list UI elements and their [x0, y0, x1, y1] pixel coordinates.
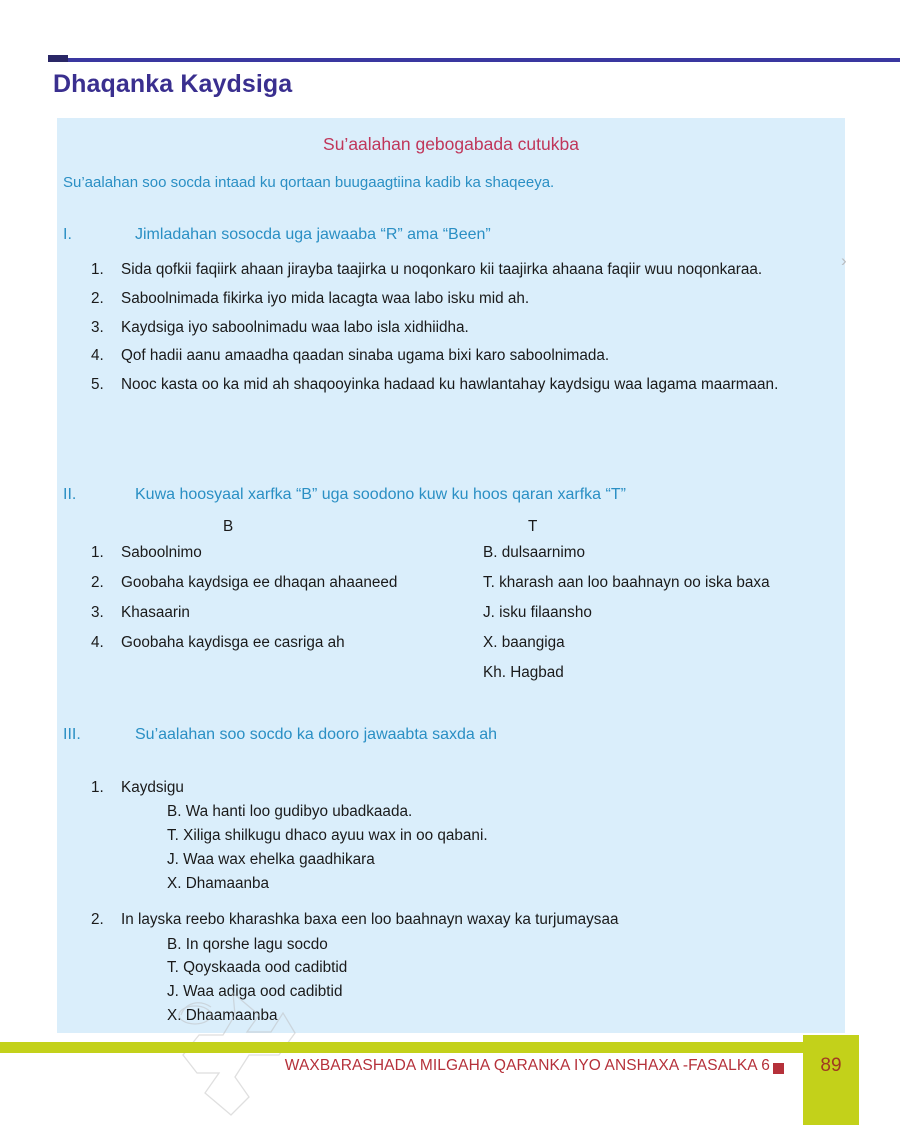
list-item: [83, 375, 818, 396]
section-numeral-three: III.: [63, 726, 81, 743]
footer-title: WAXBARASHADA MILGAHA QARANKA IYO ANSHAXA -FASALKA 6: [284, 1057, 770, 1074]
matching-table: [83, 518, 843, 694]
page-number-block: [803, 1035, 859, 1125]
section-numeral-one: I.: [63, 226, 72, 243]
row-right-text: B. dulsaarnimo: [483, 544, 586, 561]
matching-header-row: [83, 518, 843, 544]
list-item-number: 1.: [91, 261, 104, 278]
section-title-one: Jimladahan sosocda uga jawaaba “R” ama “Been”: [135, 226, 491, 243]
table-row: [83, 634, 843, 664]
column-header-t: T: [528, 518, 538, 535]
list-item: [83, 318, 818, 339]
page-number: 89: [820, 1055, 842, 1076]
table-row: [83, 574, 843, 604]
row-left-text: Khasaarin: [121, 604, 190, 621]
page-title: Dhaqanka Kaydsiga: [53, 70, 293, 98]
answer-option[interactable]: X. Dhaamaanba: [167, 1006, 278, 1024]
answer-option[interactable]: X. Dhamaanba: [167, 874, 270, 892]
answer-option[interactable]: T. Qoyskaada ood cadibtid: [167, 959, 348, 977]
chevron-right-icon: ›: [841, 251, 847, 270]
list-item-text: Nooc kasta oo ka mid ah shaqooyinka hadaad ku hawlantahay kaydsigu waa lagama maarmaan.: [121, 376, 779, 394]
row-right-text: T. kharash aan loo baahnayn oo iska baxa: [483, 574, 770, 591]
row-left-text: Goobaha kaydsiga ee dhaqan ahaaneed: [121, 574, 398, 591]
answer-option[interactable]: T. Xiliga shilkugu dhaco ayuu wax in oo qabani.: [167, 827, 488, 845]
list-item: [83, 289, 818, 310]
true-false-list: [83, 260, 818, 404]
row-right-text: X. baangiga: [483, 634, 565, 651]
question-number: 1.: [91, 779, 104, 796]
answer-option[interactable]: B. In qorshe lagu socdo: [167, 935, 328, 953]
question-number: 2.: [91, 911, 104, 929]
list-item-number: 2.: [91, 289, 104, 307]
question: [83, 777, 843, 798]
list-item: [83, 346, 818, 367]
header-rule-cap: [48, 55, 68, 62]
footer-square-bullet: [773, 1063, 784, 1074]
list-item-text: Sida qofkii faqiirk ahaan jirayba taajirka u noqonkaro kii taajirka ahaana faqiir wuu noqonkaraa.: [121, 261, 763, 278]
content-panel: [57, 118, 845, 1033]
list-item-text: Qof hadii aanu amaadha qaadan sinaba ugama bixi karo saboolnimada.: [121, 347, 610, 365]
section-numeral-two: II.: [63, 486, 77, 503]
exercise-intro: Su’aalahan soo socda intaad ku qortaan buugaagtiina kadib ka shaqeeya.: [63, 174, 555, 191]
section-heading-two: [63, 486, 626, 504]
list-item-text: Kaydsiga iyo saboolnimadu waa labo isla xidhiidha.: [121, 318, 469, 336]
multiple-choice-block: [83, 763, 843, 1027]
table-row: [83, 604, 843, 634]
question-text: Kaydsigu: [121, 779, 184, 796]
answer-option[interactable]: J. Waa adiga ood cadibtid: [167, 983, 343, 1001]
section-title-two: Kuwa hoosyaal xarfka “B” uga soodono kuw ku hoos qaran xarfka “T”: [135, 486, 626, 503]
list-item-number: 3.: [91, 318, 104, 336]
table-row: [83, 664, 843, 694]
list-item-number: 5.: [91, 376, 104, 394]
footer-bar: [0, 1042, 846, 1053]
section-title-three: Su’aalahan soo socdo ka dooro jawaabta saxda ah: [135, 726, 498, 743]
column-header-b: B: [223, 518, 234, 535]
row-number: 3.: [91, 604, 104, 621]
question-text: In layska reebo kharashka baxa een loo baahnayn waxay ka turjumaysaa: [121, 911, 619, 929]
header-rule: [48, 58, 900, 62]
row-left-text: Saboolnimo: [121, 544, 202, 561]
row-number: 2.: [91, 574, 104, 591]
answer-option[interactable]: J. Waa wax ehelka gaadhikara: [167, 850, 375, 868]
section-heading-one: [63, 226, 491, 244]
exercise-heading: Su’aalahan gebogabada cutukba: [323, 134, 579, 154]
section-heading-three: [63, 726, 497, 744]
row-right-text: Kh. Hagbad: [483, 664, 564, 681]
list-item: [83, 260, 818, 281]
list-item-number: 4.: [91, 347, 104, 365]
row-left-text: Goobaha kaydisga ee casriga ah: [121, 634, 345, 651]
row-right-text: J. isku filaansho: [483, 604, 592, 621]
table-row: [83, 544, 843, 574]
question: [83, 909, 843, 930]
list-item-text: Saboolnimada fikirka iyo mida lacagta waa labo isku mid ah.: [121, 289, 530, 307]
answer-option[interactable]: B. Wa hanti loo gudibyo ubadkaada.: [167, 803, 413, 821]
row-number: 4.: [91, 634, 104, 651]
row-number: 1.: [91, 544, 104, 561]
